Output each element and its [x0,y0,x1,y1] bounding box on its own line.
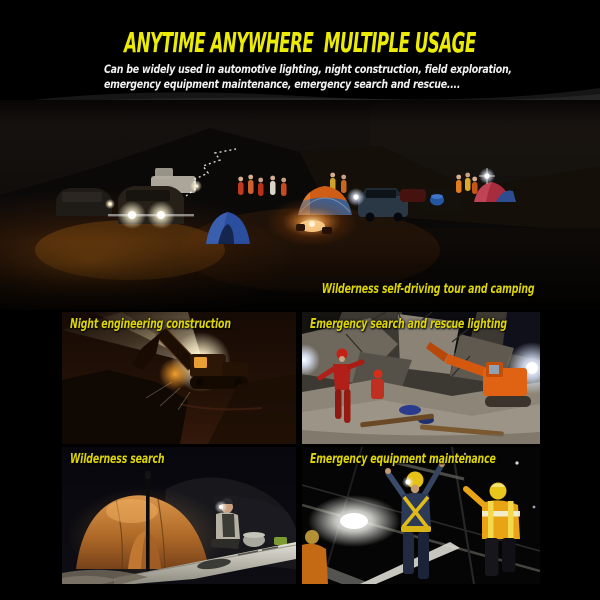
hero-caption: Wilderness self-driving tour and camping [321,282,534,297]
campfire [266,198,358,246]
banner-title: ANYTIME ANYWHERE MULTIPLE USAGE [124,26,476,59]
usage-label-wilderness-search: Wilderness search [70,452,165,467]
hero-photo-campsite [0,100,600,310]
suv-left [56,188,115,216]
usage-photo-rescue-lighting [302,312,540,444]
usage-label-rescue-lighting: Emergency search and rescue lighting [310,317,507,332]
header [0,0,600,100]
usage-photo-night-construction [62,312,296,444]
usage-photo-wilderness-search [62,447,296,584]
campsite-night-illustration [0,100,600,310]
banner-subtitle-line2: emergency equipment maintenance, emergency search and rescue.... [104,76,461,91]
paddle-pole [146,471,150,579]
equipment-maintenance-illustration [302,447,540,584]
banner-subtitle-line1: Can be widely used in automotive lighting, night construction, field exploration, [104,62,512,76]
usage-label-night-construction: Night engineering construction [70,317,231,332]
usage-label-equipment-maintenance: Emergency equipment maintenance [310,452,496,467]
wilderness-search-illustration [62,447,296,584]
usage-photo-equipment-maintenance [302,447,540,584]
